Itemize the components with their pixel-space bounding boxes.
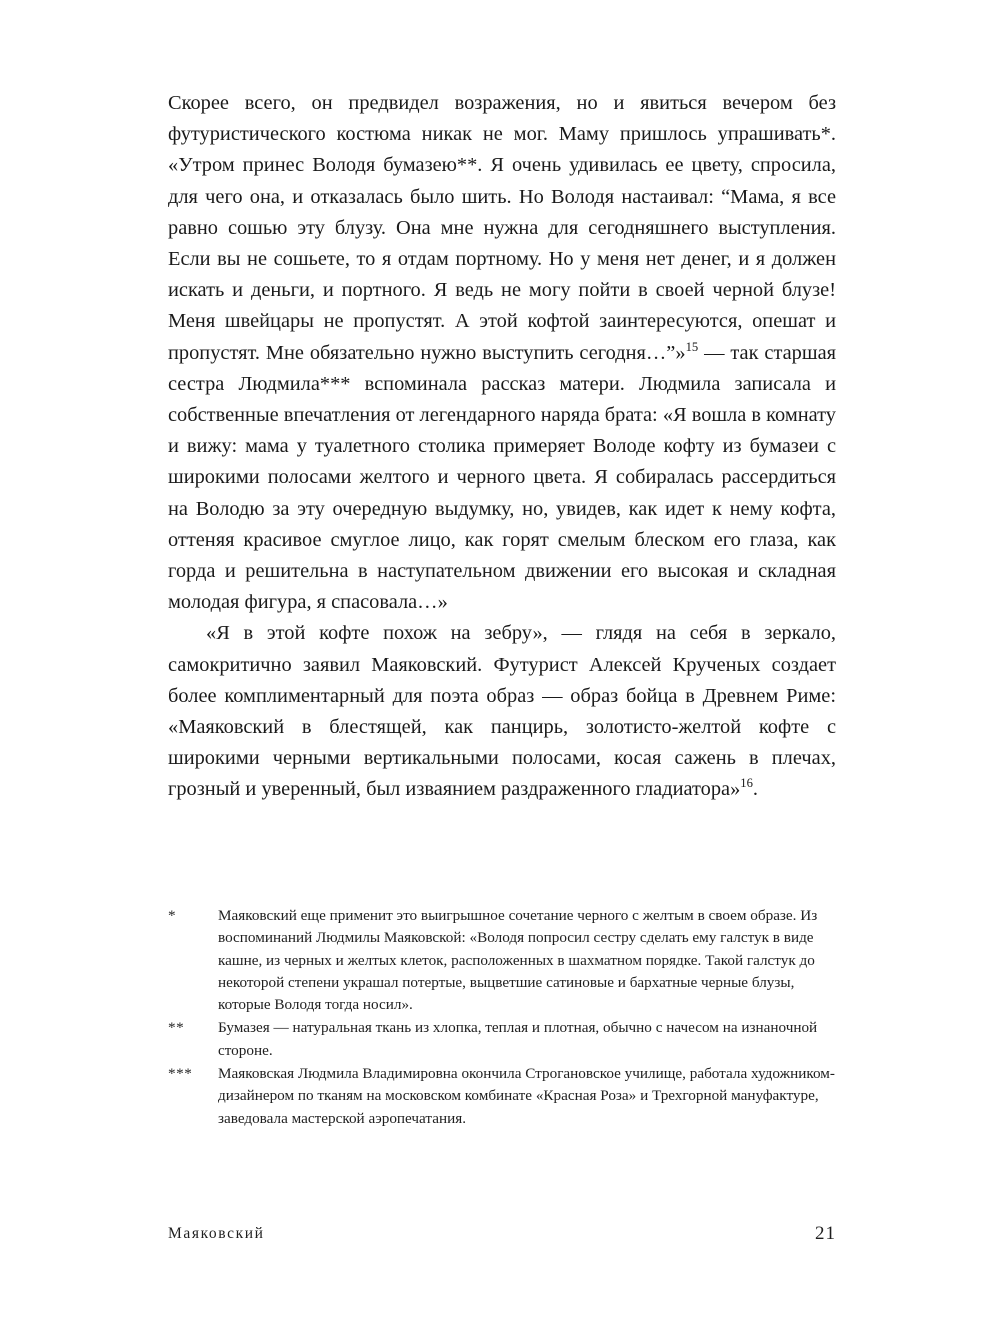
- paragraph-2-text-after-note: .: [752, 778, 759, 801]
- footnotes-block: [168, 905, 836, 1131]
- footnote-item: [168, 1017, 836, 1062]
- page-number: 21: [815, 1223, 836, 1244]
- paragraph-1-text-before-note: Скорее всего, он предвидел возражения, но и явиться вечером без футуристического костюма никак не мог. Маму пришлось упрашивать*. «Утром принес Володя бумазею**. Я очень удивилась ее цвету, спросила, для чего она, и отказалась было шить. Но Володя настаивал: “Мама, я все равно сошью эту блузу. Она мне нужна для сегодняшнего выступления. Если вы не сошьете, то я отдам портному. Но у меня нет денег, и я должен искать и деньги, и портного. Я ведь не могу пойти в своей черной блузе! Меня швейцары не пропустят. А этой кофтой заинтересуются, опешат и пропустят. Мне обязательно нужно выступить сегодня…”»: [168, 92, 836, 364]
- footnote-reference-16[interactable]: 16: [740, 776, 753, 791]
- paragraph-2-text-before-note: «Я в этой кофте похож на зебру», — глядя на себя в зеркало, самокритично заявил Маяковский. Футурист Алексей Крученых создает более комплиментарный для поэта образ — образ бойца в Древнем Риме: «Маяковский в блестящей, как панцирь, золотисто-желтой кофте с широкими черными вертикальными полосами, косая сажень в плечах, грозный и уверенный, был изваянием раздраженного гладиатора»: [168, 622, 836, 801]
- footnote-reference-15[interactable]: 15: [685, 339, 699, 354]
- footnote-marker-triple-asterisk: ***: [168, 1065, 193, 1083]
- paragraph-1: [168, 88, 836, 618]
- footnote-text: Бумазея — натуральная ткань из хлопка, теплая и плотная, обычно с начесом на изнаночной стороне.: [218, 1019, 818, 1059]
- running-head: Маяковский: [168, 1225, 265, 1242]
- footnote-item: [168, 1063, 836, 1130]
- body-text-block: [168, 88, 836, 806]
- footnote-marker-asterisk: *: [168, 907, 177, 924]
- footnote-text: Маяковская Людмила Владимировна окончила Строгановское училище, работала художником-дизайнером по тканям на московском комбинате «Красная Роза» и Трехгорной мануфактуре, заведовала мастерской аэропечатания.: [218, 1065, 835, 1127]
- footnote-marker-double-asterisk: **: [168, 1019, 185, 1037]
- footnote-item: [168, 905, 836, 1016]
- footnote-text: Маяковский еще применит это выигрышное сочетание черного с желтым в своем образе. Из воспоминаний Людмилы Маяковской: «Володя попросил сестру сделать ему галстук в виде кашне, из черных и желтых клеток, расположенных в шахматном порядке. Такой галстук до некоторой степени украшал потертые, выцветшие сатиновые и бархатные черные блузы, которые Володя тогда носил».: [218, 907, 818, 1014]
- paragraph-2: [168, 618, 836, 805]
- page-footer: [168, 1222, 836, 1248]
- paragraph-1-text-after-note: — так старшая сестра Людмила*** вспоминала рассказ матери. Людмила записала и собственные впечатления от легендарного наряда брата: «Я вошла в комнату и вижу: мама у туалетного столика примеряет Володе кофту из бумазеи с широкими полосами желтого и черного цвета. Я собиралась рассердиться на Володю за эту очередную выдумку, но, увидев, как идет к нему кофта, оттеняя красивое смуглое лицо, как горят смелым блеском его глаза, как горда и решительна в наступательном движении его высокая и складная молодая фигура, я спасовала…»: [168, 341, 837, 614]
